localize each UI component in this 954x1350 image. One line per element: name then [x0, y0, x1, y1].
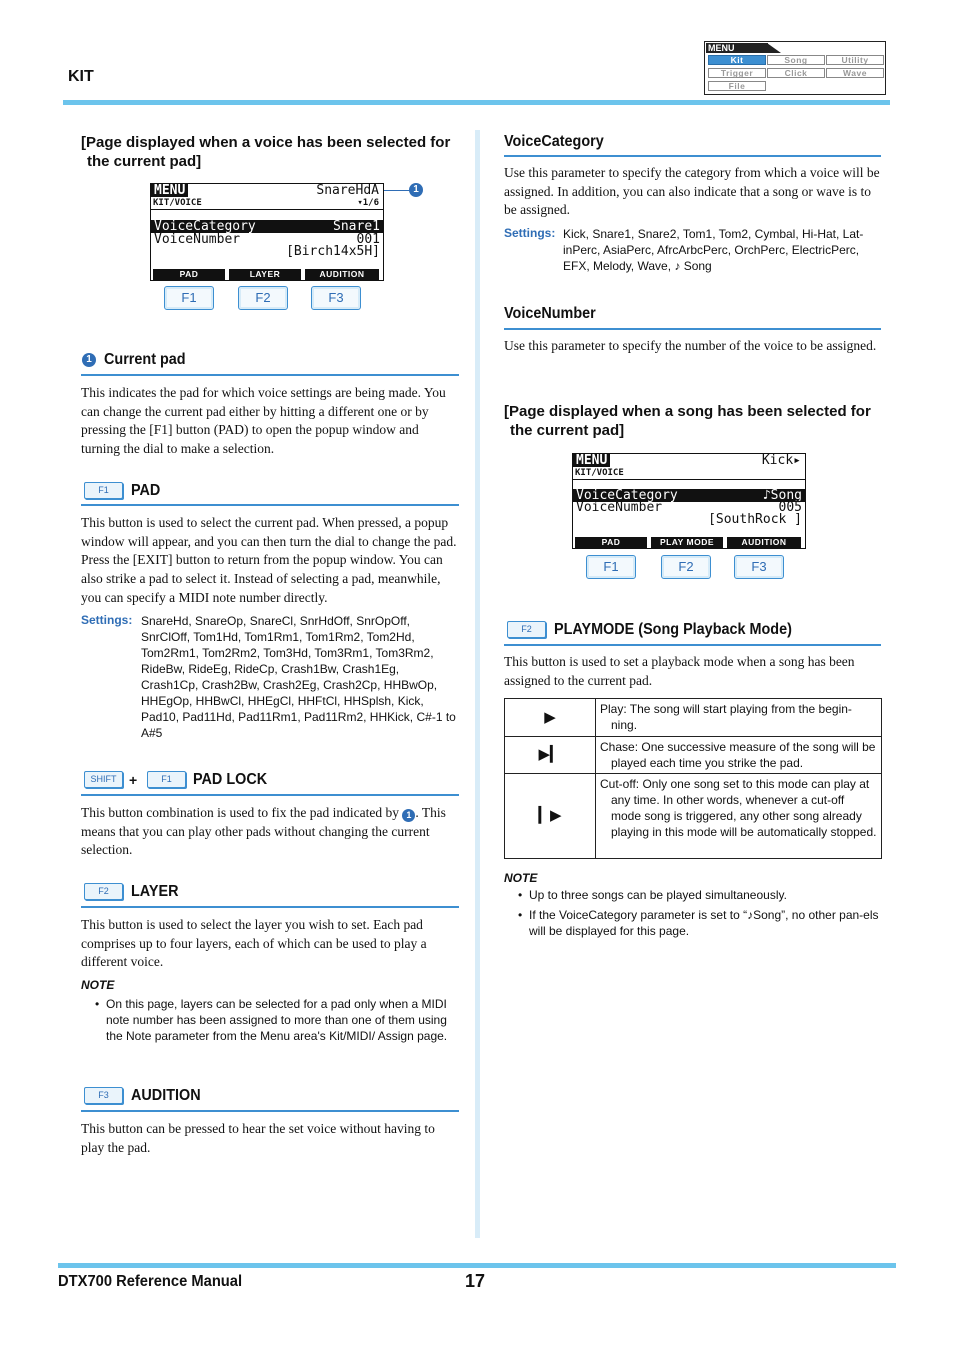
manual-title: DTX700 Reference Manual: [58, 1273, 243, 1290]
f2-key-icon: F2: [507, 621, 546, 638]
callout-leader: [384, 190, 410, 191]
lcd-fkey-audition: AUDITION: [727, 537, 801, 548]
f3-key-icon: F3: [84, 1087, 123, 1104]
note-item: [95, 996, 462, 1044]
voicecategory-settings-label: Settings:: [504, 226, 556, 240]
section-rule: [504, 328, 881, 330]
pad-settings-value: SnareHd, SnareOp, SnareCl, SnrHdOff, SnrOpOff, SnrClOff, Tom1Hd, Tom1Rm1, Tom1Rm2, Tom2Hd, Tom2Rm1, Tom2Rm2, Tom3Hd, Tom3Rm1, Tom3Rm2, RideBw, RideEg, RideCp, Crash1Bw, Crash1Eg, Crash1Cp, Crash2Bw, Crash2Eg, Crash2Cp, HHBwOp, HHEgOp, HHBwCl, HHEgCl, HHFtCl, HHSplsh, Kick, Pad10, Pad11Hd, Pad11Rm1, Pad11Rm2, HHKick, C#-1 to A#5: [141, 614, 456, 740]
lcd-row-songname: [573, 513, 805, 526]
lcd-row-value: ♪Song: [762, 488, 802, 503]
f2-key-icon: F2: [84, 883, 123, 900]
f3-button[interactable]: F3: [734, 555, 784, 579]
lcd-voice-name: [Birch14x5H]: [286, 244, 380, 259]
pad-lock-text: This button combination is used to fix the pad indicated by: [81, 805, 399, 820]
playmode-body: This button is used to set a playback mode when a song has been assigned to the current pad.: [504, 654, 855, 688]
lcd-fkey-pad: PAD: [575, 537, 647, 548]
note-bullet: •: [95, 997, 100, 1011]
lcd-row-label: VoiceCategory: [576, 488, 678, 503]
section-rule: [81, 374, 459, 376]
menu-map-tab-shape: [767, 43, 781, 53]
layer-body: This button is used to select the layer you wish to set. Each pad comprises up to four layers, each of which can be used to play a different voice.: [81, 917, 427, 970]
lcd-menu-label: MENU: [573, 454, 610, 467]
menu-map-label: MENU: [706, 43, 768, 53]
footer-rule: [58, 1263, 896, 1268]
menu-map-item-trigger: Trigger: [708, 68, 766, 78]
callout-1: 1: [82, 353, 96, 367]
pad-lock-title: PAD LOCK: [193, 771, 268, 788]
cutoff-icon: ▎▶: [505, 774, 596, 859]
lcd-row-value: 001: [356, 232, 380, 247]
playmode-title: PLAYMODE (Song Playback Mode): [554, 621, 792, 638]
page-number: 17: [465, 1271, 486, 1291]
current-pad-body: This indicates the pad for which voice settings are being made. You can change the current pad either by hitting a different one or by pressing the [F1] button (PAD) to open the popup window and turning the dial to make a selection.: [81, 385, 446, 457]
note-item: [518, 907, 883, 939]
f2-button[interactable]: F2: [661, 555, 711, 579]
f1-button[interactable]: F1: [164, 286, 214, 310]
lcd-function-bar: [573, 536, 805, 548]
voicecategory-title: VoiceCategory: [504, 133, 604, 150]
lcd-pad-name: SnareHdA: [316, 183, 379, 198]
note-text: If the VoiceCategory parameter is set to “♪Song”, no other pan-els will be displayed for this page.: [529, 908, 879, 938]
callout-1: 1: [402, 809, 415, 822]
f2-button[interactable]: F2: [238, 286, 288, 310]
callout-1: 1: [409, 183, 423, 197]
menu-map-item-wave: Wave: [826, 68, 884, 78]
f3-button[interactable]: F3: [311, 286, 361, 310]
playmode-desc: Play: The song will start playing from the begin-ning.: [596, 699, 882, 737]
section-rule: [504, 644, 881, 646]
lcd-function-bar: [151, 268, 383, 280]
pad-settings-label: Settings:: [81, 613, 133, 627]
shift-key-icon: SHIFT: [84, 771, 123, 788]
lcd-fkey-playmode: PLAY MODE: [651, 537, 723, 548]
section-rule: [81, 1110, 459, 1112]
note-text: On this page, layers can be selected for a pad only when a MIDI note number has been assigned to more than one of them using the Note parameter from the Menu area's Kit/MIDI/ Assign page.: [106, 997, 448, 1043]
audition-body: This button can be pressed to hear the set voice without having to play the pad.: [81, 1121, 435, 1155]
f1-key-icon: F1: [147, 771, 186, 788]
voicecategory-settings-value: Kick, Snare1, Snare2, Tom1, Tom2, Cymbal, Hi-Hat, Lat-inPerc, AsiaPerc, AfrcArbcPerc, OrchPerc, ElectricPerc, EFX, Melody, Wave, ♪ Song: [563, 227, 864, 273]
playmode-desc: Chase: One successive measure of the song will be played each time you strike the pad.: [596, 737, 882, 774]
table-row: [505, 774, 882, 859]
lcd-rule: [573, 479, 805, 480]
header-rule: [63, 100, 890, 105]
lcd-song-name: [SouthRock ]: [708, 512, 802, 527]
menu-map-item-file: File: [708, 81, 766, 91]
lcd-fkey-pad: PAD: [153, 269, 225, 280]
note-bullet: •: [518, 888, 523, 902]
note-bullet: •: [518, 908, 523, 922]
lcd-row-label: VoiceNumber: [576, 500, 663, 515]
lcd-row-voicename: [151, 245, 383, 258]
section-rule: [504, 155, 881, 157]
note-text: Up to three songs can be played simultaneously.: [529, 888, 787, 902]
f1-button[interactable]: F1: [586, 555, 636, 579]
lcd-row-value: 005: [778, 500, 802, 515]
chase-icon: ▶▎: [505, 737, 596, 774]
table-row: [505, 737, 882, 774]
lcd-row-value: Snare1: [333, 219, 380, 234]
note-label: NOTE: [81, 978, 115, 992]
section-rule: [81, 794, 459, 796]
f1-key-icon: F1: [84, 482, 123, 499]
layer-title: LAYER: [131, 883, 179, 900]
voicecategory-body: Use this parameter to specify the category from which a voice will be assigned. In addition, you can also indicate that a song or wave is to be assigned.: [504, 165, 880, 218]
menu-map-item-click: Click: [767, 68, 825, 78]
play-icon: ▶: [505, 699, 596, 737]
menu-map: [704, 41, 886, 95]
voice-page-heading: [Page displayed when a voice has been selected for the current pad]: [81, 134, 451, 170]
lcd-fkey-audition: AUDITION: [305, 269, 379, 280]
pad-title: PAD: [131, 482, 161, 499]
lcd-menu-label: MENU: [151, 184, 188, 197]
pad-body: This button is used to select the current pad. When pressed, a popup window will appear, and you can then turn the dial to change the pad. Press the [EXIT] button to return from the popup window. You can also strike a pad to select it. Instead of selecting a pad, meanwhile, you can specify a MIDI note number directly.: [81, 515, 457, 605]
section-rule: [81, 906, 459, 908]
lcd-row-label: VoiceNumber: [154, 232, 241, 247]
voicenumber-body: Use this parameter to specify the number of the voice to be assigned.: [504, 338, 877, 353]
lcd-rule: [151, 209, 383, 210]
lcd-breadcrumb: KIT/VOICE: [153, 198, 202, 208]
playmode-table: [504, 698, 882, 859]
lcd-row-label: VoiceCategory: [154, 219, 256, 234]
menu-map-item-utility: Utility: [826, 55, 884, 65]
pad-lock-text-cont: . This means that you can play other pads without changing the current selection.: [81, 805, 446, 858]
voicenumber-title: VoiceNumber: [504, 305, 596, 322]
table-row: [505, 699, 882, 737]
column-divider: [475, 130, 480, 1238]
lcd-screen-song: [572, 453, 806, 549]
lcd-pad-name: Kick▸: [761, 453, 801, 468]
section-rule: [81, 504, 459, 506]
menu-map-item-kit: Kit: [708, 55, 766, 65]
current-pad-title: Current pad: [104, 351, 186, 368]
song-page-heading: [Page displayed when a song has been selected for the current pad]: [504, 403, 871, 439]
lcd-page-indicator: ▾1/6: [357, 198, 379, 208]
lcd-screen-voice: [150, 183, 384, 281]
pad-lock-body: [81, 804, 461, 860]
audition-title: AUDITION: [131, 1087, 201, 1104]
lcd-fkey-layer: LAYER: [229, 269, 301, 280]
note-item: [518, 887, 883, 903]
lcd-breadcrumb: KIT/VOICE: [575, 468, 624, 478]
playmode-desc: Cut-off: Only one song set to this mode can play at any time. In other words, whenever a cut-off mode song is triggered, any other song already playing in this mode will be automatically stopped.: [596, 774, 882, 859]
menu-map-item-song: Song: [767, 55, 825, 65]
section-title: KIT: [68, 68, 94, 85]
note-label: NOTE: [504, 871, 538, 885]
plus-sign: +: [129, 772, 138, 788]
